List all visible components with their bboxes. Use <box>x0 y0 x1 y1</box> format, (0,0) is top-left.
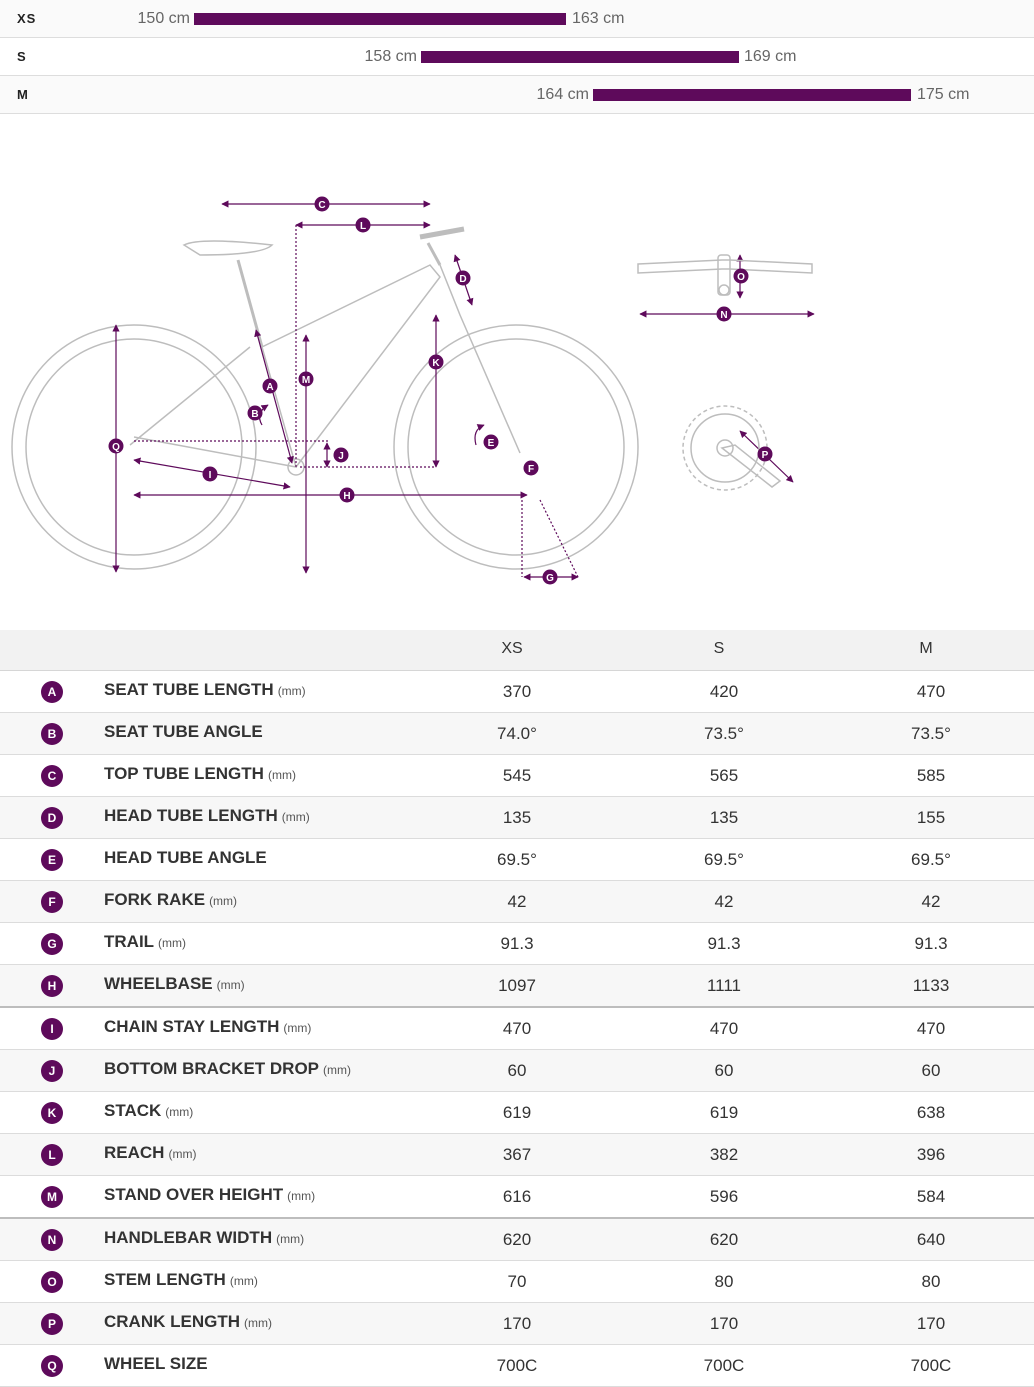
badge-c <box>315 197 330 212</box>
svg-text:A: A <box>266 382 274 393</box>
table-row <box>0 1345 1034 1387</box>
table-row <box>0 1050 1034 1092</box>
row-value: 1097 <box>498 976 536 995</box>
row-value: 135 <box>502 808 532 827</box>
row-value: 367 <box>502 1145 532 1164</box>
column-header-xs: XS <box>501 640 523 657</box>
row-unit: (mm) <box>281 810 310 824</box>
row-unit: (mm) <box>283 1021 312 1035</box>
row-unit: (mm) <box>276 1232 305 1246</box>
svg-text:L: L <box>359 221 367 232</box>
row-unit: (mm) <box>267 768 296 782</box>
row-value: 91.3 <box>707 934 741 953</box>
svg-text:N: N <box>720 310 728 321</box>
row-badge: O <box>41 1271 63 1293</box>
row-value: 470 <box>916 682 946 701</box>
row-value: 91.3 <box>914 934 948 953</box>
row-value: 60 <box>507 1061 527 1080</box>
row-label: TRAIL (mm) <box>104 932 187 951</box>
row-label: SEAT TUBE ANGLE <box>104 722 263 741</box>
range-bar <box>421 51 739 63</box>
row-value: 155 <box>916 808 946 827</box>
row-badge: Q <box>41 1355 63 1377</box>
badge-m <box>299 372 314 387</box>
svg-text:G: G <box>546 573 554 584</box>
row-unit: (mm) <box>244 1316 272 1330</box>
row-label: BOTTOM BRACKET DROP (mm) <box>104 1059 351 1078</box>
badge-e <box>484 435 499 450</box>
row-badge: C <box>41 765 63 787</box>
table-row <box>0 1008 1034 1050</box>
table-row <box>0 797 1034 839</box>
badge-h <box>340 488 355 503</box>
bike-outline <box>12 229 638 569</box>
row-value: 584 <box>916 1187 946 1206</box>
table-row <box>0 839 1034 881</box>
table-body <box>0 671 1034 1387</box>
row-badge: J <box>41 1060 63 1082</box>
size-label: S <box>17 49 27 64</box>
row-value: 80 <box>921 1272 941 1291</box>
range-max: 163 cm <box>572 10 625 27</box>
row-label: WHEELBASE (mm) <box>104 974 245 993</box>
row-value: 370 <box>502 682 532 701</box>
geometry-diagram <box>0 115 1034 630</box>
badge-f <box>524 461 539 476</box>
row-label: WHEEL SIZE <box>104 1354 208 1373</box>
svg-text:F: F <box>527 464 535 475</box>
row-label: HEAD TUBE LENGTH (mm) <box>104 806 310 825</box>
row-value: 382 <box>709 1145 739 1164</box>
badge-q <box>109 439 124 454</box>
row-label: HEAD TUBE ANGLE <box>104 848 267 867</box>
row-value: 396 <box>916 1145 946 1164</box>
row-value: 616 <box>502 1187 532 1206</box>
row-label: HANDLEBAR WIDTH (mm) <box>104 1228 305 1247</box>
row-unit: (mm) <box>168 1147 197 1161</box>
table-row <box>0 1219 1034 1261</box>
row-value: 73.5° <box>704 724 744 743</box>
row-value: 69.5° <box>911 850 951 869</box>
badge-b <box>248 406 263 421</box>
range-bar <box>194 13 566 25</box>
badge-a <box>263 379 278 394</box>
badge-n <box>717 307 732 322</box>
svg-text:K: K <box>432 358 440 369</box>
row-badge: K <box>41 1102 63 1124</box>
badge-i <box>203 467 218 482</box>
row-badge: H <box>41 975 63 997</box>
table-row <box>0 881 1034 923</box>
table-header <box>0 630 1034 671</box>
row-badge: E <box>41 849 63 871</box>
row-value: 73.5° <box>911 724 951 743</box>
row-badge: M <box>41 1186 63 1208</box>
row-value: 638 <box>916 1103 946 1122</box>
row-label: REACH (mm) <box>104 1143 197 1162</box>
table-row <box>0 713 1034 755</box>
row-value: 470 <box>709 1019 739 1038</box>
table-row <box>0 755 1034 797</box>
component-outline <box>638 255 812 490</box>
row-value: 170 <box>709 1314 739 1333</box>
row-label: STEM LENGTH (mm) <box>104 1270 258 1289</box>
row-value: 585 <box>916 766 946 785</box>
row-unit: (mm) <box>277 684 306 698</box>
row-badge: L <box>41 1144 63 1166</box>
badge-j <box>334 448 349 463</box>
svg-text:I: I <box>208 470 212 481</box>
row-value: 619 <box>709 1103 739 1122</box>
table-row <box>0 1303 1034 1345</box>
range-max: 169 cm <box>744 48 797 65</box>
column-header-m: M <box>919 640 933 657</box>
row-value: 80 <box>714 1272 734 1291</box>
badge-g <box>543 570 558 585</box>
row-value: 640 <box>916 1230 946 1249</box>
svg-text:Q: Q <box>112 442 120 453</box>
row-label: STACK (mm) <box>104 1101 194 1120</box>
row-badge: P <box>41 1313 63 1335</box>
table-row <box>0 965 1034 1008</box>
row-label: CHAIN STAY LENGTH (mm) <box>104 1017 312 1036</box>
row-value: 620 <box>502 1230 532 1249</box>
row-value: 470 <box>916 1019 946 1038</box>
row-value: 170 <box>502 1314 532 1333</box>
size-label: XS <box>17 11 37 26</box>
table-row <box>0 923 1034 965</box>
table-row <box>0 1261 1034 1303</box>
row-value: 1133 <box>912 976 950 995</box>
row-value: 170 <box>916 1314 946 1333</box>
range-min: 164 cm <box>536 86 589 103</box>
row-badge: F <box>41 891 63 913</box>
row-label: SEAT TUBE LENGTH (mm) <box>104 680 306 699</box>
row-label: TOP TUBE LENGTH (mm) <box>104 764 296 783</box>
svg-text:J: J <box>338 451 344 462</box>
row-value: 470 <box>502 1019 532 1038</box>
range-min: 150 cm <box>137 10 190 27</box>
row-value: 91.3 <box>500 934 534 953</box>
range-bar <box>593 89 911 101</box>
badge-k <box>429 355 444 370</box>
rear-wheel <box>12 325 259 569</box>
row-value: 70 <box>507 1272 527 1291</box>
row-badge: B <box>41 723 63 745</box>
table-row <box>0 1092 1034 1134</box>
row-unit: (mm) <box>229 1274 258 1288</box>
svg-text:H: H <box>343 491 351 502</box>
row-unit: (mm) <box>323 1063 351 1077</box>
svg-text:B: B <box>251 409 259 420</box>
row-value: 596 <box>709 1187 739 1206</box>
badge-p <box>758 447 773 462</box>
badge-l <box>356 218 371 233</box>
row-unit: (mm) <box>158 936 187 950</box>
row-value: 545 <box>502 766 532 785</box>
row-badge: D <box>41 807 63 829</box>
table-row <box>0 1134 1034 1176</box>
row-badge: G <box>41 933 63 955</box>
svg-text:C: C <box>318 200 326 211</box>
svg-text:D: D <box>459 274 467 285</box>
row-value: 700C <box>496 1356 538 1375</box>
row-value: 1111 <box>706 976 742 995</box>
svg-text:M: M <box>301 375 311 386</box>
bike-geometry-svg <box>0 115 1034 630</box>
badge-d <box>456 271 471 286</box>
size-range-row-s <box>0 38 1034 76</box>
row-value: 700C <box>910 1356 952 1375</box>
row-label: STAND OVER HEIGHT (mm) <box>104 1185 316 1204</box>
row-value: 60 <box>921 1061 941 1080</box>
row-label: CRANK LENGTH (mm) <box>104 1312 272 1331</box>
badge-o <box>734 269 749 284</box>
row-value: 565 <box>709 766 739 785</box>
table-row <box>0 1176 1034 1219</box>
row-unit: (mm) <box>216 978 245 992</box>
row-unit: (mm) <box>165 1105 194 1119</box>
row-value: 620 <box>709 1230 739 1249</box>
size-label: M <box>17 87 29 102</box>
row-unit: (mm) <box>287 1189 316 1203</box>
size-range-row-xs <box>0 0 1034 38</box>
column-header-s: S <box>713 640 725 657</box>
row-value: 69.5° <box>704 850 744 869</box>
row-value: 700C <box>703 1356 745 1375</box>
row-value: 42 <box>507 892 527 911</box>
row-value: 619 <box>502 1103 532 1122</box>
size-range-chart <box>0 0 1034 114</box>
row-value: 69.5° <box>497 850 537 869</box>
svg-text:P: P <box>761 450 769 461</box>
size-range-row-m <box>0 76 1034 114</box>
row-value: 42 <box>921 892 941 911</box>
row-value: 420 <box>709 682 739 701</box>
row-value: 42 <box>714 892 734 911</box>
row-badge: I <box>41 1018 63 1040</box>
row-badge: N <box>41 1229 63 1251</box>
row-badge: A <box>41 681 63 703</box>
row-value: 60 <box>714 1061 734 1080</box>
range-min: 158 cm <box>364 48 417 65</box>
geometry-table <box>0 630 1034 1387</box>
row-value: 74.0° <box>497 724 537 743</box>
row-value: 135 <box>709 808 739 827</box>
row-unit: (mm) <box>209 894 238 908</box>
range-max: 175 cm <box>917 86 970 103</box>
svg-text:E: E <box>487 438 495 449</box>
table-row <box>0 671 1034 713</box>
svg-text:O: O <box>737 272 745 283</box>
row-label: FORK RAKE (mm) <box>104 890 238 909</box>
